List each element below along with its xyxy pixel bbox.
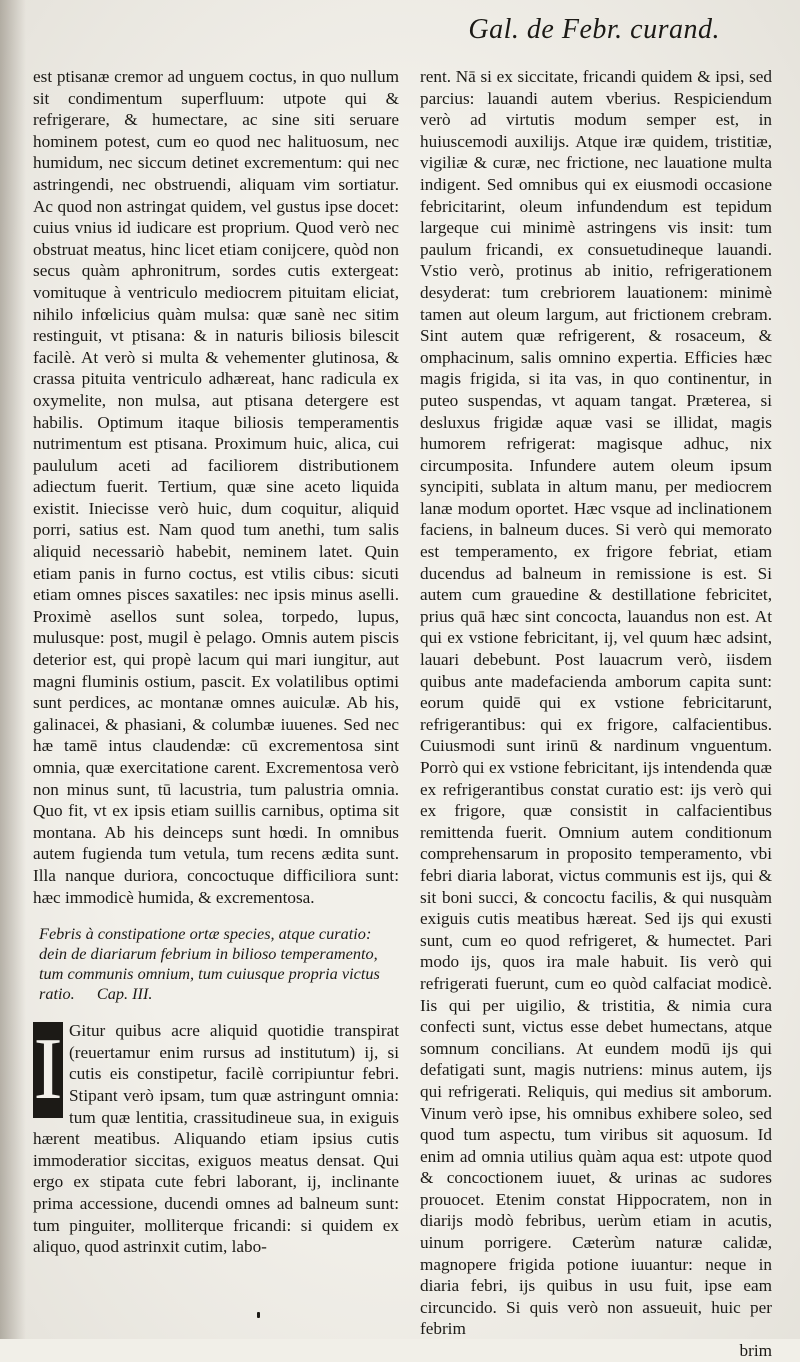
page-gutter-shadow: [0, 0, 26, 1339]
ink-mark: [257, 1312, 260, 1318]
left-column: [33, 66, 399, 1258]
chapter-rubric: [39, 924, 399, 1004]
chapter-paragraph: [33, 1020, 399, 1258]
catchword: brim: [739, 1341, 772, 1361]
right-paragraph: rent. Nā si ex siccitate, fricandi quidem & ipsi, sed parcius: lauandi autem vberius. Respiciendum verò ad virtutis modum semper est, in huiuscemodi auxilijs. Atque iræ quidem, tristitiæ, vigiliæ & curæ, nec frictione, nec lauatione multa indigent. Sed omnibus qui ex eiusmodi occasione febricitarint, oleum infundendum est tepidum largeque cui minimè astringens vis insit: tum paulum fricandi, ex consuetudineque lauandi. Vstio verò, protinus ab initio, refrigerationem desyderat: tum crebriorem lauationem: minimè tamen aut oleum largum, aut frictionem crebram. Sint autem quæ refrigerent, & rosaceum, & omphacinum, salis omnino expertia. Efficies hæc magis frigida, si ita vas, in quo continentur, in puteo suspendas, vt aquam tangat. Præterea, si desluxus frigidæ aquæ vasi se illidat, magis humorem refrigerat: magisque adhuc, nix circumposita. Infundere autem oleum ipsum syncipiti, sublata in altum manu, per mediocrem lanæ modum oportet. Hæc vsque ad inclinationem faciens, in balneum duces. Si verò qui memorato est temperamento, ex frigore febriat, etiam ducendus ad balneum in remissione is est. Si autem cum grauedine & destillatione febricitet, prius quā hæc sint concocta, lauandus non est. At qui ex vstione febricitant, ij, vel quum hæc adsint, lauari debebunt. Post lauacrum verò, iisdem quibus ante madefacienda amborum capita sunt: eorum quidē qui ex vstione febricitarunt, refrigerantibus: qui ex frigore, calfacientibus. Cuiusmodi sunt irinū & nardinum vnguentum. Porrò qui ex vstione febricitant, ijs intendenda quæ ex refrigerantibus constat curatio est: ijs verò qui ex frigore, quæ consistit in calfacientibus remittenda fuerit. Omnium autem conditionum comprehensarum in proposito temperamento, vbi febri diaria laborat, victus communis est ijs, qui & sit boni succi, & concoctu facilis, & qui nusquàm exiguis cutis meatibus hæreat. Sed ijs qui exusti sunt, cum eo quod refrigeret, & humectet. Pari modo ijs, quos ira male habuit. Iis verò qui refrigerati fuerunt, cum eo quòd calfaciat modicè. Iis qui per uigilio, & tristitia, & nimia cura confecti sunt, victus esse debet humectans, atque somnum concilians. At eundem modū ijs qui defatigati sunt, magis nutriens: minus autem, ijs qui refrigerati. Reliquis, qui medius sit amborum. Vinum verò ipse, his omnibus exhibere soleo, sed quod tum aspectu, tum viribus sit aquosum. Id enim ad omnia utilius quàm aqua est: utpote quod & concoctionem iuuet, & urinas ac sudores prouocet. Etenim constat Hippocratem, non in diarijs modò febribus, uerùm etiam in acutis, uinum porrigere. Cæterùm naturæ calidæ, magnopere frigida potione iuuantur: neque in diaria febri, ijs quibus in usu fuit, ipse eam circuncido. Si quis verò non assueuit, huic per febrim: [420, 67, 772, 1339]
chapter-text: Gitur quibus acre aliquid quotidie transpirat (reuertamur enim rursus ad institutum) ij, si cutis eis constipetur, facilè corripiuntur febri. Stipant verò ipsam, tum quæ astringunt omnia: tum quæ lentitia, crassitudineue sua, in exiguis hærent meatibus. Aliquando etiam ipsius cutis immoderatior siccitas, exiguos meatus densat. Qui ergo ex stipata cute febri laborant, ij, inclinante prima accessione, ducendi omnes ad balneum sunt: tum pinguiter, molliterque fricandi: si quidem ex aliquo, quod astrinxit cutim, labo-: [33, 1021, 399, 1257]
drop-capital: I: [33, 1021, 63, 1119]
right-column: [420, 66, 772, 1362]
chapter-rubric-text: Febris à constipatione ortæ species, atque curatio: dein de diariarum febrium in bilioso temperamento, tum communis omnium, tum cuiusque propria victus ratio.: [39, 924, 380, 1004]
left-paragraph: est ptisanæ cremor ad unguem coctus, in quo nullum sit condimentum superfluum: utpote qui & refrigerare, & humectare, ac sine siti seruare hominem potest, cum eo quod nec halituosum, nec humidum, nec siccum detinet excrementum: qui nec astringendi, nec obstruendi, aliquam vim sortiatur. Ac quod non astringat quidem, vel gustus ipse docet: cuius vnius id iudicare est proprium. Quod verò nec obstruat meatus, hinc licet etiam conijcere, quòd non secus quàm aphronitrum, sordes cutis extergeat: vomituque à ventriculo mediocrem pituitam eliciat, nihilo infœlicius quàm mulsa: quæ sanè nec sitim restinguit, vt ptisana: & in naturis biliosis bilescit facilè. At verò si multa & vehementer glutinosa, & crassa pituita ventriculo adhæreat, hanc radicula ex oxymelite, non mulsa, aut ptisana detergere est habilis. Optimum itaque biliosis temperamentis nutrimentum est ptisana. Proximum huic, alica, cui paululum aceti ad faciliorem distributionem adiectum fuerit. Tertium, quæ sine aceto liquida existit. Iniecisse verò huic, dum coquitur, aliquid porri, satius est. Nam quod tum anethi, tum salis aliquid necessariò habebit, neminem latet. Quin etiam panis in furno coctus, est vtilis cibus: sicuti etiam omnes pisces saxatiles: nec ipsis minus aselli. Proximè asellos sunt solea, torpedo, lupus, mulusque: post, mugil è pelago. Omnis autem piscis deterior est, qui propè lacum qui mari iungitur, aut magni fluminis ostium, pascit. Ex volatilibus optimi sunt perdices, ac montanæ omnes auiculæ. Ab his, galinacei, & phasiani, & columbæ iuuenes. Sed nec hæ tamē intus claudendæ: cū excrementosa sint omnia, quæ exercitatione carent. Excrementosa verò non minus sunt, tū lacustria, tum palustria omnia. Quo fit, vt ex ipsis etiam suillis carnibus, optima sit montana. Ab his deinceps sunt hœdi. In omnibus autem fugienda tum vetula, tum recens ædita sunt. Illa nanque duriora, concoctuque difficiliora sunt: hæc immodicè humida, & excrementosa.: [33, 67, 399, 907]
chapter-label: Cap. III.: [96, 984, 153, 1004]
running-head: Gal. de Febr. curand.: [468, 14, 720, 45]
